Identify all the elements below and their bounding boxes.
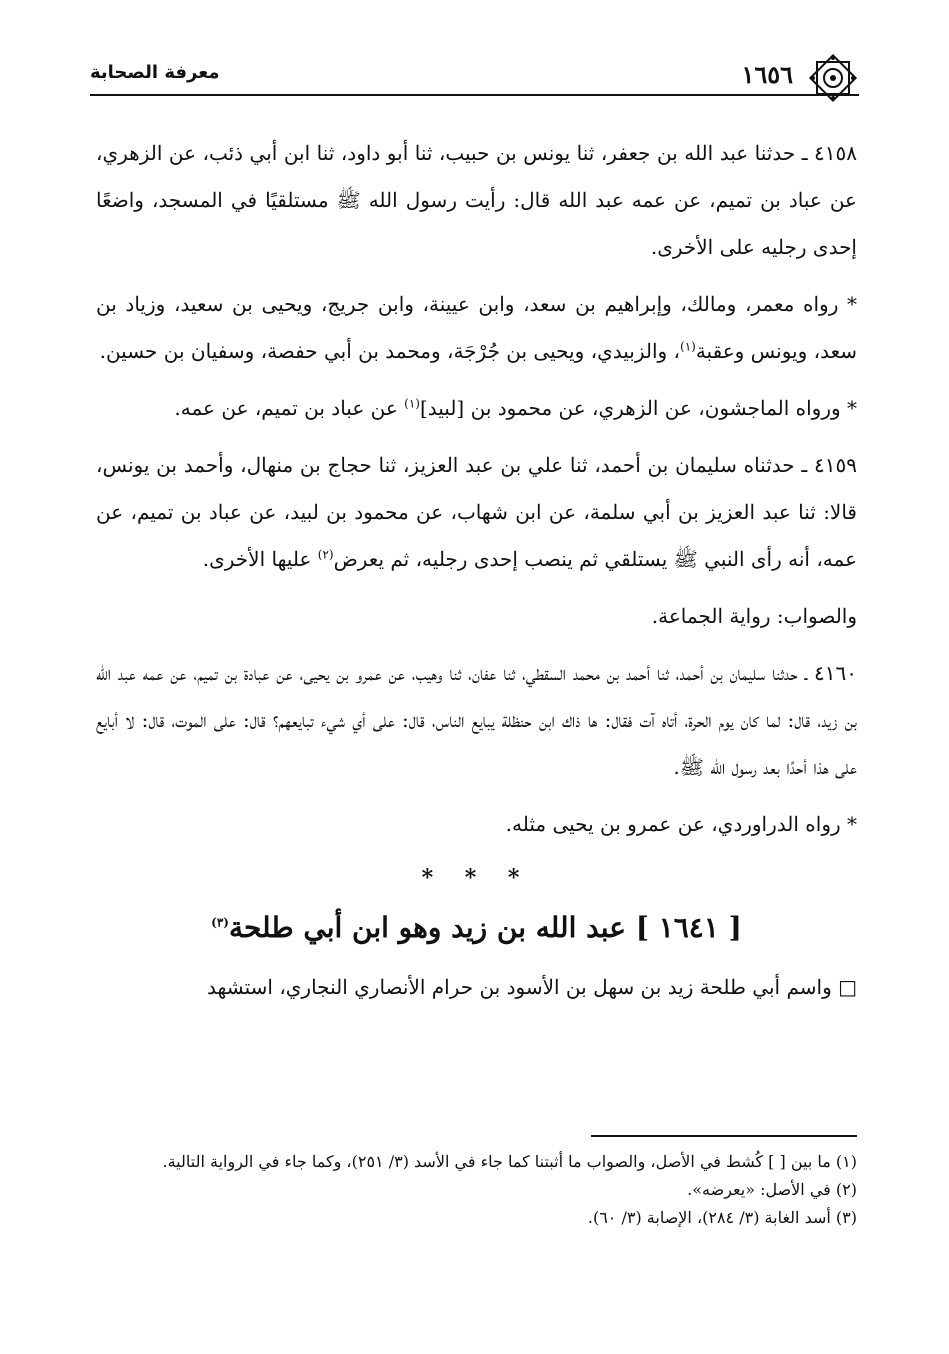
main-text — [96, 130, 857, 1021]
octagram-ornament-icon — [807, 52, 859, 104]
footnote-marker-2: (٢) — [317, 547, 334, 562]
footnote-rule — [591, 1135, 857, 1137]
header-rule — [90, 94, 859, 96]
footnote-2: (٢) في الأصل: «يعرضه». — [687, 1180, 857, 1199]
section-separator: * * * — [421, 865, 532, 891]
narration-note-3: * رواه الدراوردي، عن عمرو بن يحيى مثله. — [505, 812, 857, 836]
running-title: معرفة الصحابة — [90, 62, 220, 83]
footnote-marker-1b: (١) — [404, 396, 420, 411]
hadith-4159: ٤١٥٩ ـ حدثناه سليمان بن أحمد، ثنا علي بن عبد العزيز، ثنا حجاج بن منهال، وأحمد بن يونس، قالا: ثنا عبد العزيز بن أبي سلمة، عن ابن شهاب، عن محمود بن لبيد، عن عباد بن تميم، عن عمه، أنه رأى النبي ﷺ يستلقي ثم ينصب إحدى رجليه، ثم يعرض$^{(٢)}$ عليها الأخرى. — [96, 453, 857, 571]
correct-version-note: والصواب: رواية الجماعة. — [651, 604, 857, 628]
footnote-marker-3: (٣) — [211, 915, 229, 930]
hadith-4158: ٤١٥٨ ـ حدثنا عبد الله بن جعفر، ثنا يونس بن حبيب، ثنا أبو داود، ثنا ابن أبي ذئب، عن الزهري، عن عباد بن تميم، عن عمه عبد الله قال: رأيت رسول الله ﷺ مستلقيًا في المسجد، واضعًا إحدى رجليه على الأخرى. — [96, 141, 858, 259]
footnote-3: (٣) أسد الغابة (٣/ ٢٨٤)، الإصابة (٣/ ٦٠). — [587, 1208, 857, 1227]
section-title: [ ١٦٤١ ] عبد الله بن زيد وهو ابن أبي طلحة$^{(٣)}$ — [211, 911, 742, 944]
footnotes — [96, 1148, 857, 1232]
page-header — [90, 52, 859, 96]
narration-note-1: * رواه معمر، ومالك، وإبراهيم بن سعد، وابن عيينة، وابن جريج، ويحيى بن سعيد، وزياد بن سعد، ويونس وعقبة$^{(١)}$، والزبيدي، ويحيى بن جُرْجَة، ومحمد بن أبي حفصة، وسفيان بن حسين. — [96, 292, 857, 363]
footnote-1: (١) ما بين [ ] كُشط في الأصل، والصواب ما أثبتنا كما جاء في الأسد (٣/ ٢٥١)، وكما جاء في الرواية التالية. — [162, 1152, 857, 1171]
page-number: ١٦٥٦ — [741, 60, 793, 89]
hadith-4160: ٤١٦٠ ـ حدثنا سليمان بن أحمد، ثنا أحمد بن محمد السقطي، ثنا عفان، ثنا وهيب، عن عمرو بن يحيى، عن عبادة بن تميم، عن عمه عبد الله بن زيد، قال: لما كان يوم الحرة، أتاه آت فقال: ها ذاك ابن حنظلة يبايع الناس، قال: على أي شيء تبايعهم؟ قال: على الموت، قال: لا أبايع على هذا أحدًا بعد رسول الله ﷺ. — [96, 661, 857, 779]
last-paragraph: □ واسم أبي طلحة زيد بن سهل بن الأسود بن حرام الأنصاري النجاري، استشهد — [207, 975, 857, 999]
footnote-marker-1: (١) — [680, 339, 696, 354]
narration-note-2: * ورواه الماجشون، عن الزهري، عن محمود بن [لبيد]$^{(١)}$ عن عباد بن تميم، عن عمه. — [174, 396, 857, 420]
